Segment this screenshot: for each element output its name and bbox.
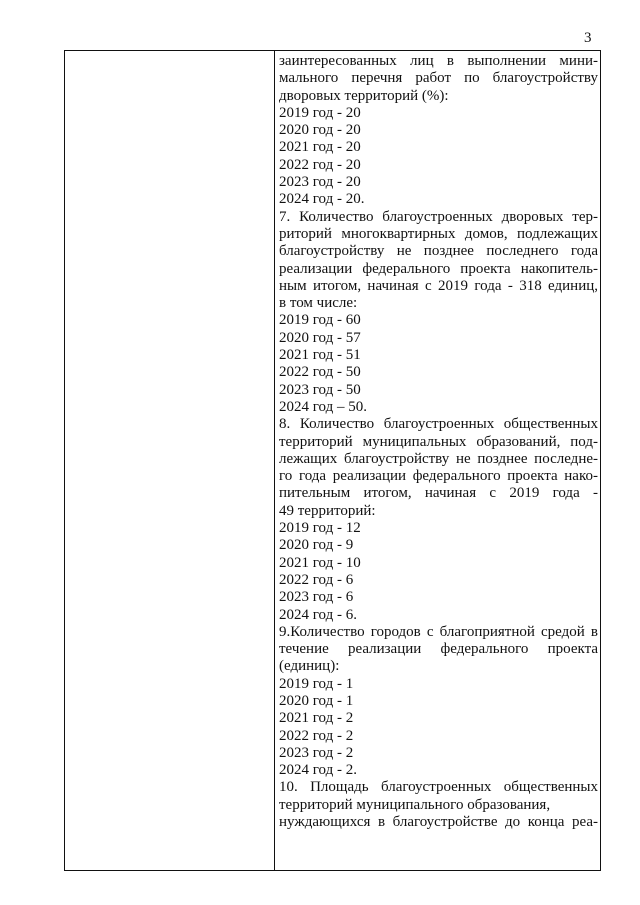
text-line: 8. Количество благоустроенных общественных [279,416,598,433]
text-line: 9.Количество городов с благоприятной средой в [279,623,598,640]
text-line: 2020 год - 1 [279,692,354,709]
text-line: 2023 год - 2 [279,744,354,761]
text-line: 2024 год – 50. [279,398,367,415]
text-line: лежащих благоустройству не позднее последне- [279,450,598,467]
text-line: реализации федерального проекта накопитель- [279,260,598,277]
text-line: 2020 год - 57 [279,329,361,346]
text-line: 2020 год - 9 [279,537,354,554]
text-line: 2021 год - 51 [279,347,361,364]
text-line: 2019 год - 1 [279,675,354,692]
text-line: 2023 год - 50 [279,381,361,398]
text-line: го года реализации федерального проекта нако- [279,468,598,485]
text-line: заинтересованных лиц в выполнении мини- [279,53,598,69]
column-divider [274,51,275,870]
text-line: 2023 год - 20 [279,174,361,191]
text-line: 2024 год - 2. [279,762,357,779]
text-line: мального перечня работ по благоустройству [279,70,598,87]
text-line: (единиц): [279,658,340,675]
text-line: пительным итогом, начиная с 2019 года - [279,485,598,502]
text-line: 2024 год - 6. [279,606,357,623]
text-line: 10. Площадь благоустроенных общественных [279,779,598,796]
text-line: 2023 год - 6 [279,589,354,606]
text-line: дворовых территорий (%): [279,87,449,104]
text-line: 2022 год - 20 [279,156,361,173]
document-table [64,50,601,871]
text-line: 2022 год - 6 [279,571,354,588]
text-line: 2021 год - 2 [279,710,354,727]
text-line: 2021 год - 10 [279,554,361,571]
text-line: в том числе: [279,295,358,312]
text-line: 2019 год - 60 [279,312,361,329]
text-line: 2022 год - 50 [279,364,361,381]
text-line: 2024 год - 20. [279,191,365,208]
text-line: 2021 год - 20 [279,139,361,156]
text-line: 2022 год - 2 [279,727,354,744]
text-line: 49 территорий: [279,502,376,519]
text-line: благоустройству не позднее последнего года [279,243,598,260]
text-line: нуждающихся в благоустройстве до конца реа- [279,814,598,831]
text-line: течение реализации федерального проекта [279,641,598,658]
page-number: 3 [584,30,592,46]
text-line: 2019 год - 12 [279,520,361,537]
text-line: 2020 год - 20 [279,122,361,139]
text-line: территорий муниципального образования, [279,796,551,813]
text-line: территорий муниципальных образований, под- [279,433,598,450]
text-line: 7. Количество благоустроенных дворовых тер- [279,208,598,225]
text-line: риторий многоквартирных домов, подлежащих [279,225,598,242]
text-line: 2019 год - 20 [279,104,361,121]
table-right-cell [279,53,598,831]
text-line: ным итогом, начиная с 2019 года - 318 единиц, [279,277,598,294]
